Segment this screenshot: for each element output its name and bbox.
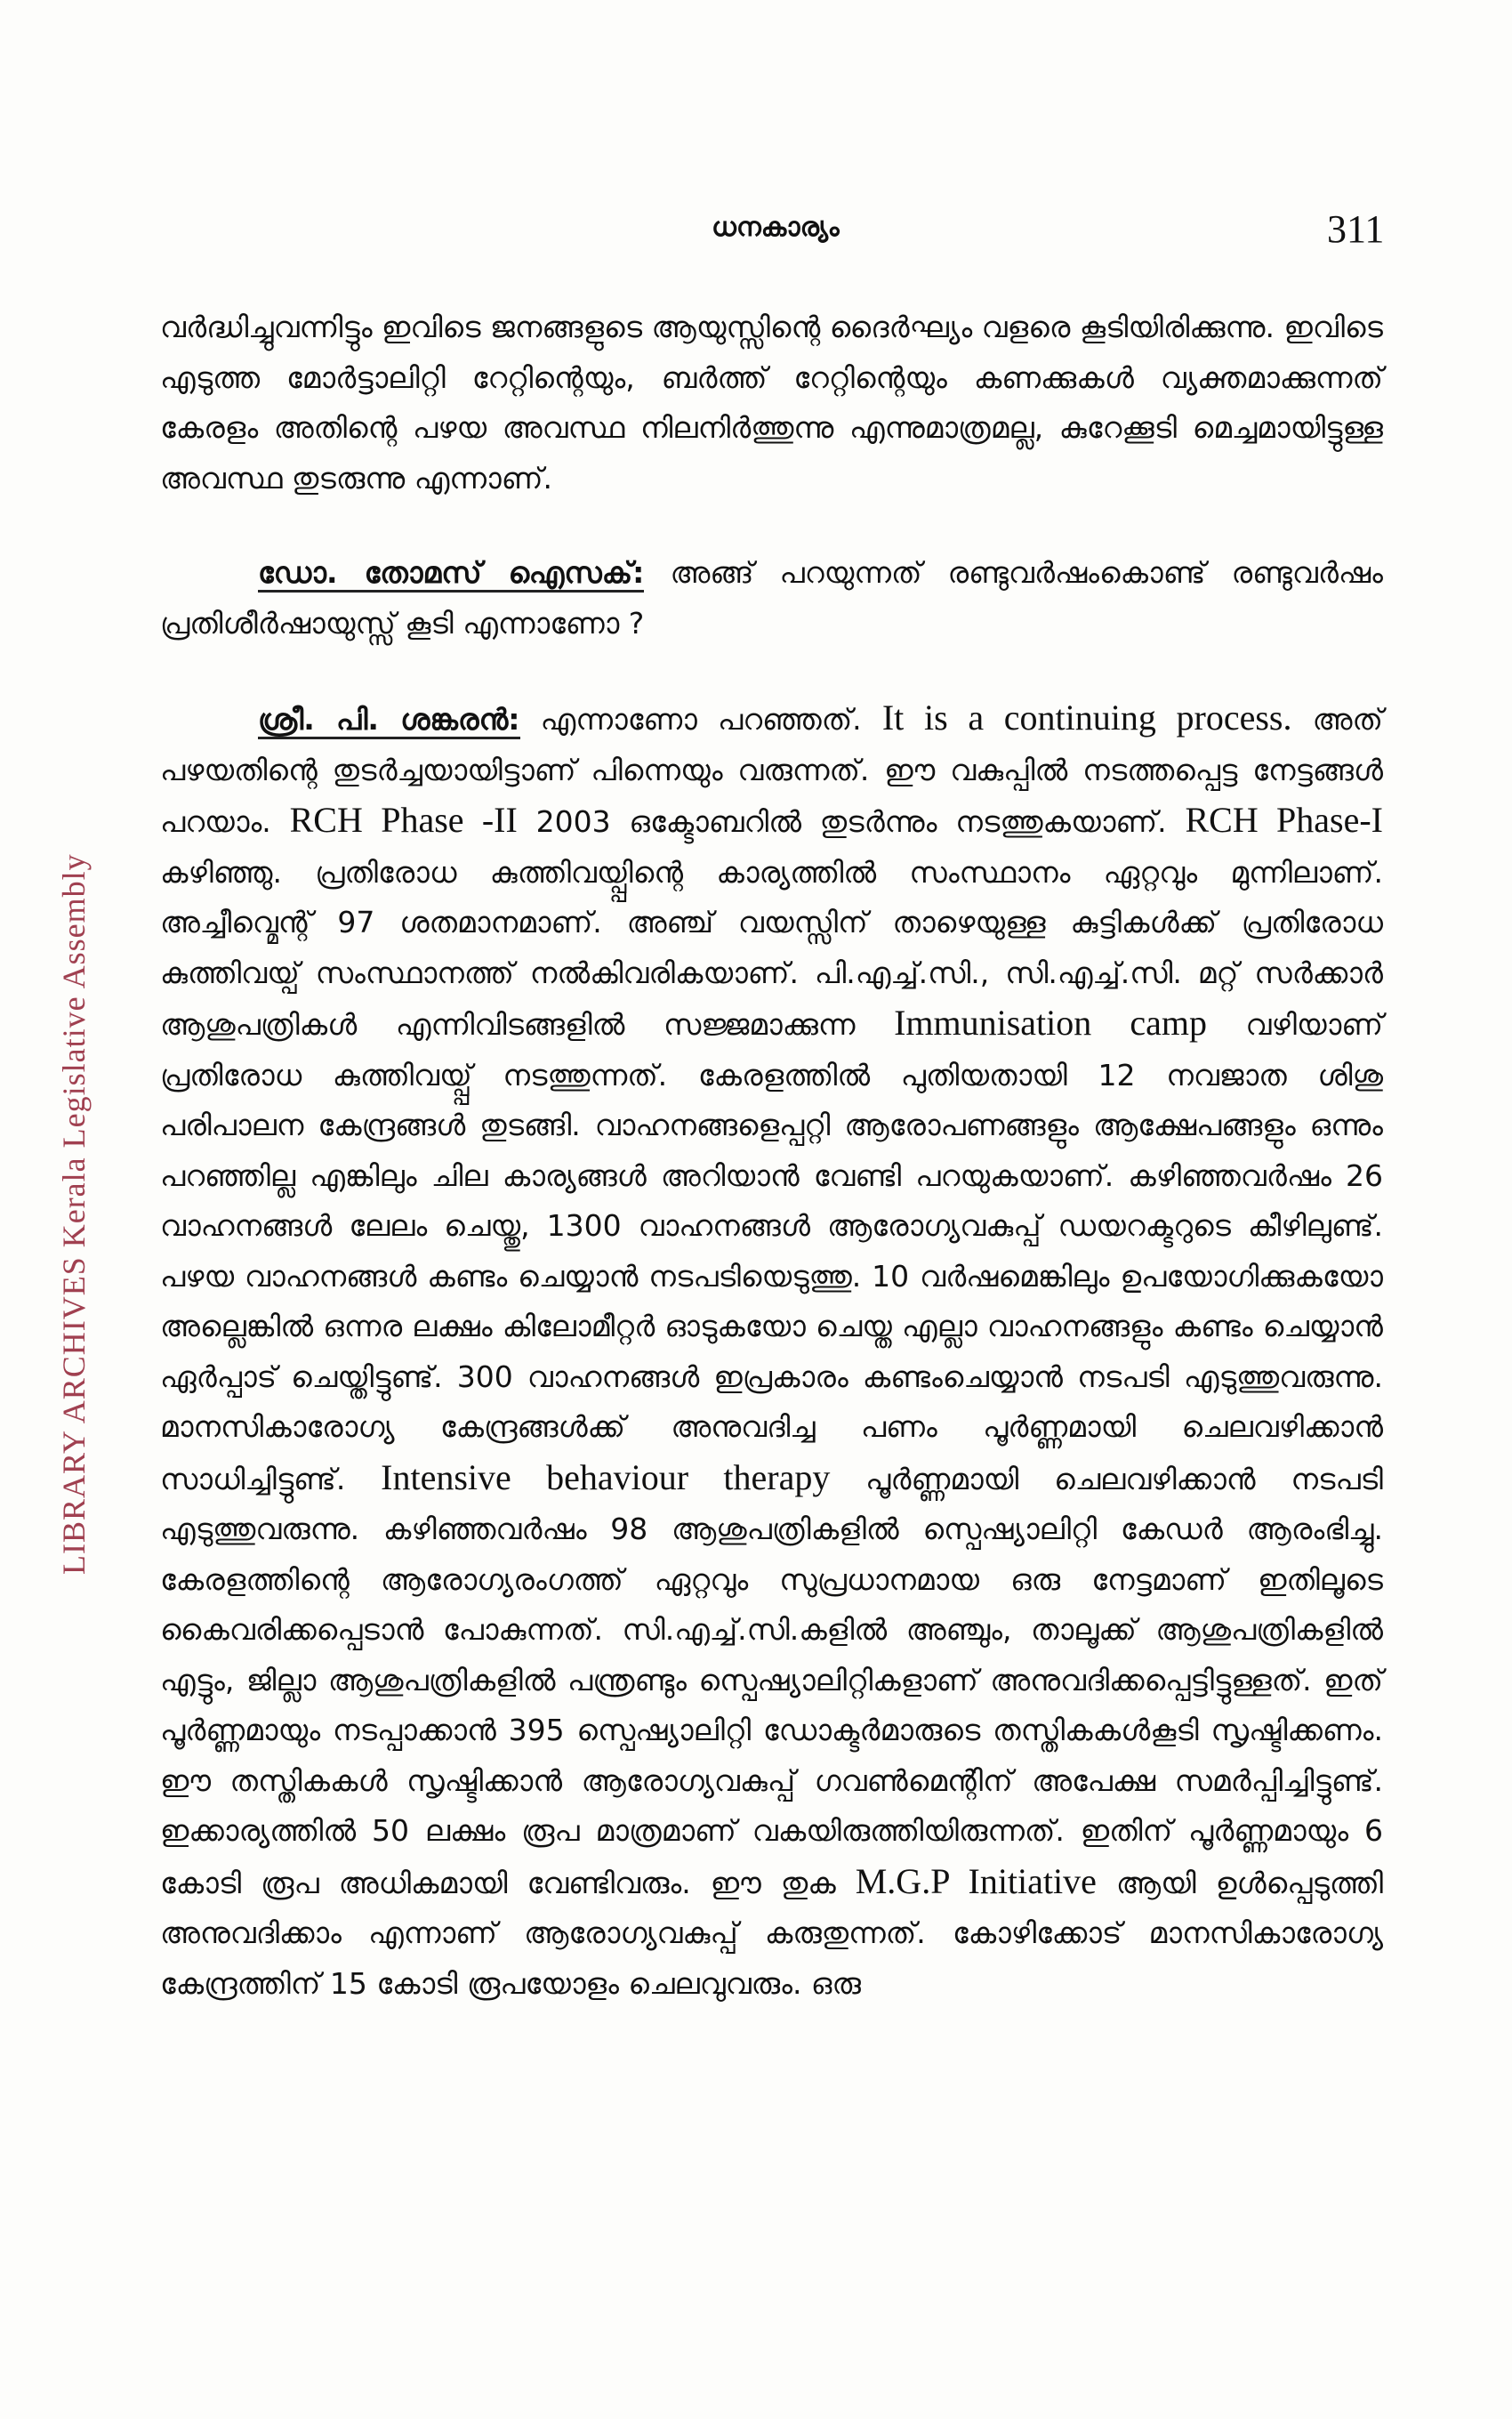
text-segment: ആയി ഉൾപ്പെടുത്തി അനുവദിക്കാം എന്നാണ് ആരോഗ്യവകുപ്പ് കരുതുന്നത്. കോഴിക്കോട് മാനസികാരോഗ്യ കേന്ദ്രത്തിന് 15 കോടി രൂപയോളം ചെലവുവരും. ഒരു [160, 1865, 1383, 2001]
text-segment: പൂർണ്ണമായി ചെലവഴിക്കാൻ നടപടി എടുത്തുവരുന്നു. കഴിഞ്ഞവർഷം 98 ആശുപത്രികളിൽ സ്പെഷ്യാലിറ്റി കേഡർ ആരംഭിച്ചു. കേരളത്തിന്റെ ആരോഗ്യരംഗത്ത് ഏറ്റവും സുപ്രധാനമായ ഒരു നേട്ടമാണ് ഇതിലൂടെ കൈവരിക്കപ്പെടാൻ പോകുന്നത്. സി.എച്ച്.സി.കളിൽ അഞ്ചും, താലൂക്ക് ആശുപത്രികളിൽ എട്ടും, ജില്ലാ ആശുപത്രികളിൽ പന്ത്രണ്ടും സ്പെഷ്യാലിറ്റികളാണ് അനുവദിക്കപ്പെട്ടിട്ടുള്ളത്. ഇത് പൂർണ്ണമായും നടപ്പാക്കാൻ 395 സ്പെഷ്യാലിറ്റി ഡോക്ടർമാരുടെ തസ്തികകൾകൂടി സൃഷ്ടിക്കണം. ഈ തസ്തികകൾ സൃഷ്ടിക്കാൻ ആരോഗ്യവകുപ്പ് ഗവൺമെന്റിന് അപേക്ഷ സമർപ്പിച്ചിട്ടുണ്ട്. ഇക്കാര്യത്തിൽ 50 ലക്ഷം രൂപ മാത്രമാണ് വകയിരുത്തിയിരുന്നത്. ഇതിന് പൂർണ്ണമായും 6 കോടി രൂപ അധികമായി വേണ്ടിവരും. ഈ തുക [160, 1461, 1383, 1900]
english-phrase: Immunisation camp [894, 1003, 1207, 1043]
paragraph-1: വർദ്ധിച്ചുവന്നിട്ടും ഇവിടെ ജനങ്ങളുടെ ആയുസ്സിന്റെ ദൈർഘ്യം വളരെ കൂടിയിരിക്കുന്നു. ഇവിടെ എടുത്ത മോർട്ടാലിറ്റി റേറ്റിന്റെയും, ബർത്ത് റേറ്റിന്റെയും കണക്കുകൾ വ്യക്തമാക്കുന്നത് കേരളം അതിന്റെ പഴയ അവസ്ഥ നിലനിർത്തുന്നു എന്നുമാത്രമല്ല, കുറേക്കൂടി മെച്ചമായിട്ടുള്ള അവസ്ഥ തുടരുന്നു എന്നാണ്. [160, 310, 1383, 496]
text-segment: കഴിഞ്ഞു. പ്രതിരോധ കുത്തിവയ്പ്പിന്റെ കാര്യത്തിൽ സംസ്ഥാനം ഏറ്റവും മുന്നിലാണ്. അച്ചീവ്മെന്റ് 97 ശതമാനമാണ്. അഞ്ച് വയസ്സിന് താഴെയുള്ള കുട്ടികൾക്ക് പ്രതിരോധ കുത്തിവയ്പ് സംസ്ഥാനത്ത് നൽകിവരികയാണ്. പി.എച്ച്.സി., സി.എച്ച്.സി. മറ്റ് സർക്കാർ ആശുപത്രികൾ എന്നിവിടങ്ങളിൽ സജ്ജമാക്കുന്ന [160, 854, 1383, 1042]
speech-text [160, 697, 1384, 2001]
page-body [160, 302, 1383, 2009]
english-phrase: Intensive behaviour therapy [381, 1456, 831, 1497]
speaker-name: ഡോ. തോമസ് ഐസക്: [258, 555, 644, 593]
text-segment: വഴിയാണ് പ്രതിരോധ കുത്തിവയ്പ്പ് നടത്തുന്നത്. കേരളത്തിൽ പുതിയതായി 12 നവജാത ശിശു പരിപാലന കേന്ദ്രങ്ങൾ തുടങ്ങി. വാഹനങ്ങളെപ്പറ്റി ആരോപണങ്ങളും ആക്ഷേപങ്ങളും ഒന്നും പറഞ്ഞില്ല എങ്കിലും ചില കാര്യങ്ങൾ അറിയാൻ വേണ്ടി പറയുകയാണ്. കഴിഞ്ഞവർഷം 26 വാഹനങ്ങൾ ലേലം ചെയ്തു, 1300 വാഹനങ്ങൾ ആരോഗ്യവകുപ്പ് ഡയറക്ടറുടെ കീഴിലുണ്ട്. പഴയ വാഹനങ്ങൾ കണ്ടം ചെയ്യാൻ നടപടിയെടുത്തു. 10 വർഷമെങ്കിലും ഉപയോഗിക്കുകയോ അല്ലെങ്കിൽ ഒന്നര ലക്ഷം കിലോമീറ്റർ ഓടുകയോ ചെയ്ത എല്ലാ വാഹനങ്ങളും കണ്ടം ചെയ്യാൻ ഏർപ്പാട് ചെയ്തിട്ടുണ്ട്. 300 വാഹനങ്ങൾ ഇപ്രകാരം കണ്ടംചെയ്യാൻ നടപടി എടുത്തുവരുന്നു. മാനസികാരോഗ്യ കേന്ദ്രങ്ങൾക്ക് അനുവദിച്ച പണം പൂർണ്ണമായി ചെലവഴിക്കാൻ സാധിച്ചിട്ടുണ്ട്. [160, 1007, 1384, 1496]
english-phrase: It is a continuing process. [881, 697, 1292, 738]
english-phrase: M.G.P Initiative [855, 1860, 1097, 1901]
text-segment: അത് പഴയതിന്റെ തുടർച്ചയായിട്ടാണ് പിന്നെയും വരുന്നത്. ഈ വകുപ്പിൽ നടത്തപ്പെട്ട നേട്ടങ്ങൾ പറയാം. [160, 702, 1383, 839]
text-segment: എന്നാണോ പറഞ്ഞത്. [519, 702, 882, 737]
paragraph-2 [160, 548, 1383, 649]
running-title: ധനകാര്യം [712, 212, 840, 243]
page-number: 311 [1327, 207, 1385, 251]
english-phrase: RCH Phase -II [289, 800, 518, 840]
text-segment: 2003 ഒക്ടോബറിൽ തുടർന്നും നടത്തുകയാണ്. [517, 804, 1186, 839]
english-phrase: RCH Phase-I [1185, 800, 1384, 840]
paragraph-3 [160, 693, 1383, 2009]
speech-text: അങ്ങ് പറയുന്നത് രണ്ടുവർഷംകൊണ്ട് രണ്ടുവർഷം പ്രതിശീർഷായുസ്സ് കൂടി എന്നാണോ ? [160, 555, 1383, 641]
archive-watermark: LIBRARY ARCHIVES Kerala Legislative Assembly [56, 853, 92, 1575]
speaker-name: ശ്രീ. പി. ശങ്കരൻ: [258, 702, 520, 739]
